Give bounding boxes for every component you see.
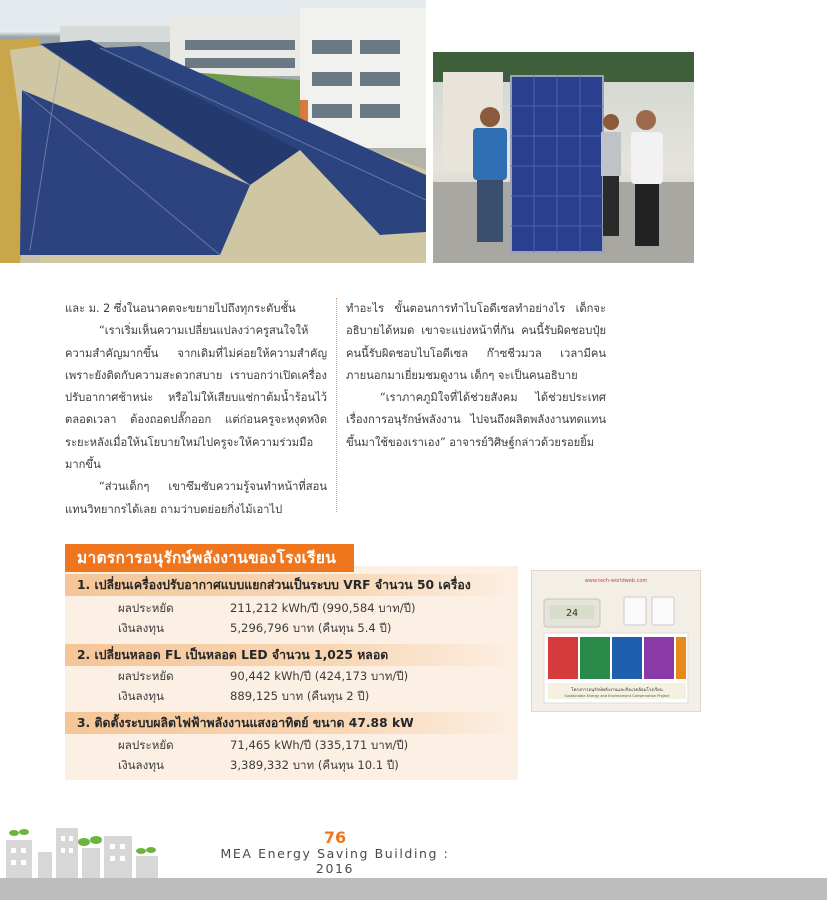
invest-value: 889,125 บาท (คืนทุน 2 ปี)	[230, 689, 370, 703]
paragraph: “เราเริ่มเห็นความเปลี่ยนแปลงว่าครูสนใจให้ความสำคัญมากขึ้น จากเดิมที่ไม่ค่อยให้ความสำคัญเพราะยังติดกับความสะดวกสบาย เราบอกว่าเปิดเครื่องปรับอากาศช้าหน่ะ หรือไม่ให้เสียบแช่กาต้มน้ำร้อนไว้ตลอดเวลา ต้องถอดปลั๊กออก แต่ก่อนครูจะหงุดหงิด ระยะหลังเมื่อให้นโยบายใหม่ไปครูจะให้ความร่วมมือมากขึ้น	[65, 324, 327, 472]
invest-value: 3,389,332 บาท (คืนทุน 10.1 ปี)	[230, 758, 399, 772]
body-text-right-column	[346, 298, 606, 454]
invest-value: 5,296,796 บาท (คืนทุน 5.4 ปี)	[230, 621, 392, 635]
benefit-value: 71,465 kWh/ปี (335,171 บาท/ปี)	[230, 738, 409, 752]
city-skyline-icon	[0, 818, 170, 880]
invest-label: เงินลงทุน	[118, 621, 164, 635]
paragraph: “เราภาคภูมิใจที่ได้ช่วยสังคม ได้ช่วยประเทศเรื่องการอนุรักษ์พลังงาน ไปจนถึงผลิตพลังงานทดแทนขึ้นมาใช้ของเราเอง” อาจารย์วิศิษฐ์กล่าวด้วยรอยยิ้ม	[346, 391, 606, 449]
sticker-caption: โครงการอนุรักษ์พลังงานและสิ่งแวดล้อมโรงเรียน	[571, 688, 663, 693]
thermostat-sticker-photo	[531, 570, 701, 712]
footer-bar	[0, 878, 827, 900]
measures-title: มาตรการอนุรักษ์พลังงานของโรงเรียน	[65, 544, 354, 572]
paragraph: “ส่วนเด็กๆ เขาซึมซับความรู้จนทำหน้าที่สอนแทนวิทยากรได้เลย ถามว่าบดย่อยกิ่งไม้เอาไป	[65, 480, 327, 516]
paragraph: และ ม. 2 ซึ่งในอนาคตจะขยายไปถึงทุกระดับชั้น	[65, 302, 296, 315]
measure-heading: 1. เปลี่ยนเครื่องปรับอากาศแบบแยกส่วนเป็นระบบ VRF จำนวน 50 เครื่อง	[65, 574, 518, 596]
measure-heading: 3. ติดตั้งระบบผลิตไฟฟ้าพลังงานแสงอาทิตย์ ขนาด 47.88 kW	[65, 712, 518, 734]
column-divider	[336, 298, 337, 512]
benefit-label: ผลประหยัด	[118, 601, 174, 615]
paragraph: ทำอะไร ขั้นตอนการทำไบโอดีเซลทำอย่างไร เด็กจะอธิบายได้หมด เขาจะแบ่งหน้าที่กัน คนนี้รับผิดชอบปุ๋ย คนนี้รับผิดชอบไบโอดีเซล ก๊าซชีวมวล เวลามีคนภายนอกมาเยี่ยมชมดูงาน เด็กๆ จะเป็นคนอธิบาย	[346, 302, 606, 382]
rooftop-solar-photo	[0, 0, 426, 263]
photo-url-text: www.tech-worldweb.com	[584, 578, 648, 584]
page-number: 76	[323, 828, 347, 847]
team-with-solar-panel-photo	[433, 52, 694, 263]
body-text-left-column	[65, 298, 327, 521]
publication-name: MEA Energy Saving Building : 2016	[220, 846, 450, 876]
sticker-caption-en: Sustainable Energy and Environment Conservation Project	[564, 694, 670, 698]
invest-label: เงินลงทุน	[118, 689, 164, 703]
benefit-value: 90,442 kWh/ปี (424,173 บาท/ปี)	[230, 669, 409, 683]
invest-label: เงินลงทุน	[118, 758, 164, 772]
benefit-label: ผลประหยัด	[118, 738, 174, 752]
benefit-value: 211,212 kWh/ปี (990,584 บาท/ปี)	[230, 601, 416, 615]
benefit-label: ผลประหยัด	[118, 669, 174, 683]
measure-heading: 2. เปลี่ยนหลอด FL เป็นหลอด LED จำนวน 1,025 หลอด	[65, 644, 518, 666]
thermostat-display: 24	[565, 608, 579, 619]
